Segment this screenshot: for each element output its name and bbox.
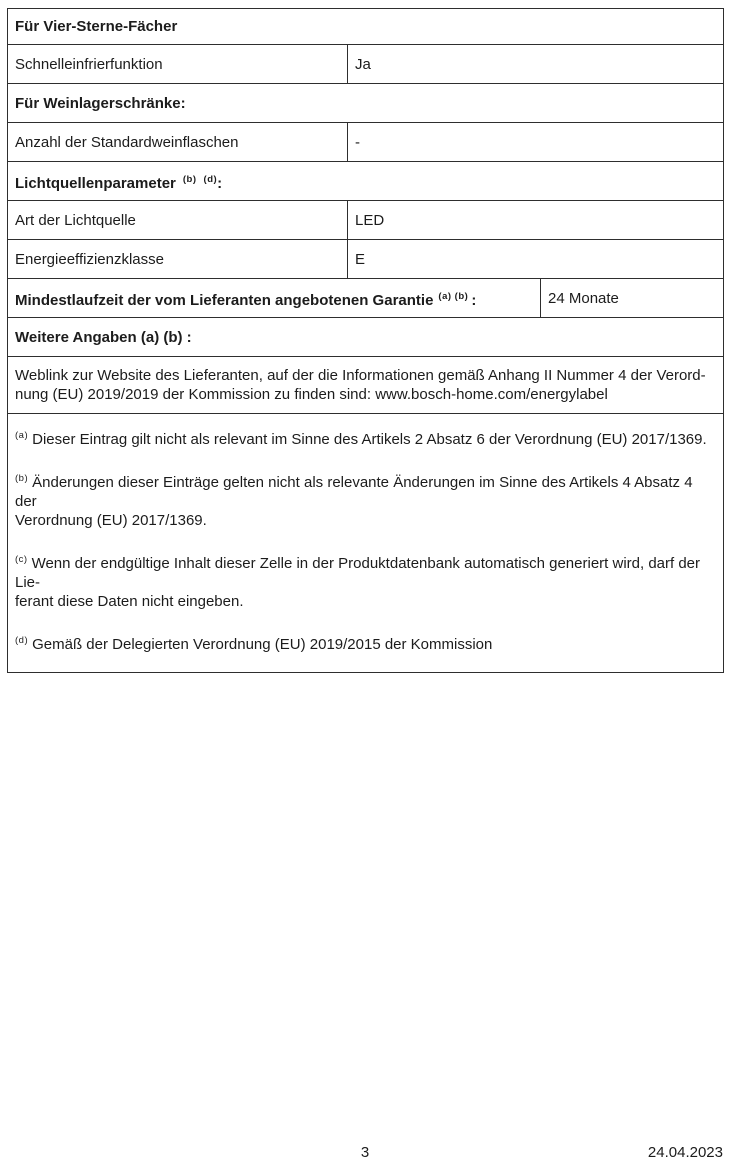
page-number: 3 [360, 1144, 370, 1161]
table-row [8, 84, 724, 123]
value-energy-class [348, 240, 724, 279]
row-value: Ja [355, 55, 371, 73]
table-row [8, 318, 724, 357]
table-row [8, 357, 724, 414]
footnote-a [15, 426, 715, 449]
row-label: Energieeffizienzklasse [15, 250, 164, 268]
footnote-marker: (c) [15, 554, 28, 565]
product-data-table [7, 8, 724, 673]
section-header-label: Weitere Angaben (a) (b) : [15, 328, 192, 346]
footnotes-cell [8, 414, 724, 673]
footnote-ref-b: (b) [182, 173, 197, 185]
label-wine-bottles [8, 123, 348, 162]
footnote-ref-d: (d) [203, 173, 218, 185]
row-label: Schnelleinfrierfunktion [15, 55, 163, 73]
section-header-light-source [8, 162, 724, 201]
value-light-type [348, 201, 724, 240]
section-header-colon: : [217, 174, 223, 192]
footnote-ref-a-b: (a) (b) [438, 290, 469, 302]
footer-date: 24.04.2023 [647, 1144, 723, 1161]
section-header-further-info [8, 318, 724, 357]
footnote-marker: (b) [15, 473, 29, 484]
row-value: - [355, 133, 360, 151]
section-header-wine-storage [8, 84, 724, 123]
value-wine-bottles [348, 123, 724, 162]
row-label: Art der Lichtquelle [15, 211, 136, 229]
footnote-text: Wenn der endgültige Inhalt dieser Zelle in der Produktdatenbank automatisch generiert wird, darf der Lie- [15, 555, 701, 591]
section-header-label: Für Weinlagerschränke: [15, 94, 186, 112]
value-warranty-duration [541, 279, 724, 318]
page-footer [7, 1144, 723, 1164]
row-value: E [355, 250, 366, 268]
weblink-text-line: Weblink zur Website des Lieferanten, auf der die Informationen gemäß Anhang II Nummer 4 der Verord- [15, 367, 706, 384]
footnote-c [15, 550, 715, 611]
section-header-label: Für Vier-Sterne-Fächer [15, 18, 178, 35]
label-fast-freeze [8, 45, 348, 84]
footnote-text: Gemäß der Delegierten Verordnung (EU) 2019/2015 der Kommission [32, 636, 493, 653]
footnote-text-line: Verordnung (EU) 2017/1369. [15, 512, 207, 529]
row-label: Mindestlaufzeit der vom Lieferanten angebotenen Garantie [15, 291, 434, 309]
row-value: 24 Monate [548, 289, 619, 307]
table-row [8, 279, 724, 318]
footnote-text: Änderungen dieser Einträge gelten nicht als relevante Änderungen im Sinne des Artikels 4 Absatz 4 der [15, 474, 693, 510]
row-value: LED [355, 211, 385, 229]
section-header-label: Lichtquellenparameter [15, 174, 176, 192]
value-fast-freeze [348, 45, 724, 84]
row-label-colon: : [471, 291, 477, 309]
footnote-text: Dieser Eintrag gilt nicht als relevant im Sinne des Artikels 2 Absatz 6 der Verordnung (EU) 2017/1369. [32, 431, 707, 448]
label-energy-class [8, 240, 348, 279]
footnote-b [15, 469, 715, 530]
table-row [8, 123, 724, 162]
table-row [8, 162, 724, 201]
table-row [8, 414, 724, 673]
label-warranty-duration [8, 279, 541, 318]
table-row [8, 9, 724, 45]
weblink-text-line: nung (EU) 2019/2019 der Kommission zu finden sind: www.bosch-home.com/energylabel [15, 386, 608, 403]
footnote-marker: (d) [15, 635, 29, 646]
table-row [8, 240, 724, 279]
weblink-paragraph [8, 357, 724, 414]
section-header-four-star-compartments [8, 9, 724, 45]
row-label: Anzahl der Standardweinflaschen [15, 133, 239, 151]
footnote-marker: (a) [15, 430, 29, 441]
table-row [8, 45, 724, 84]
footnote-text-line: ferant diese Daten nicht eingeben. [15, 593, 244, 610]
label-light-type [8, 201, 348, 240]
table-row [8, 201, 724, 240]
footnote-d [15, 631, 715, 654]
